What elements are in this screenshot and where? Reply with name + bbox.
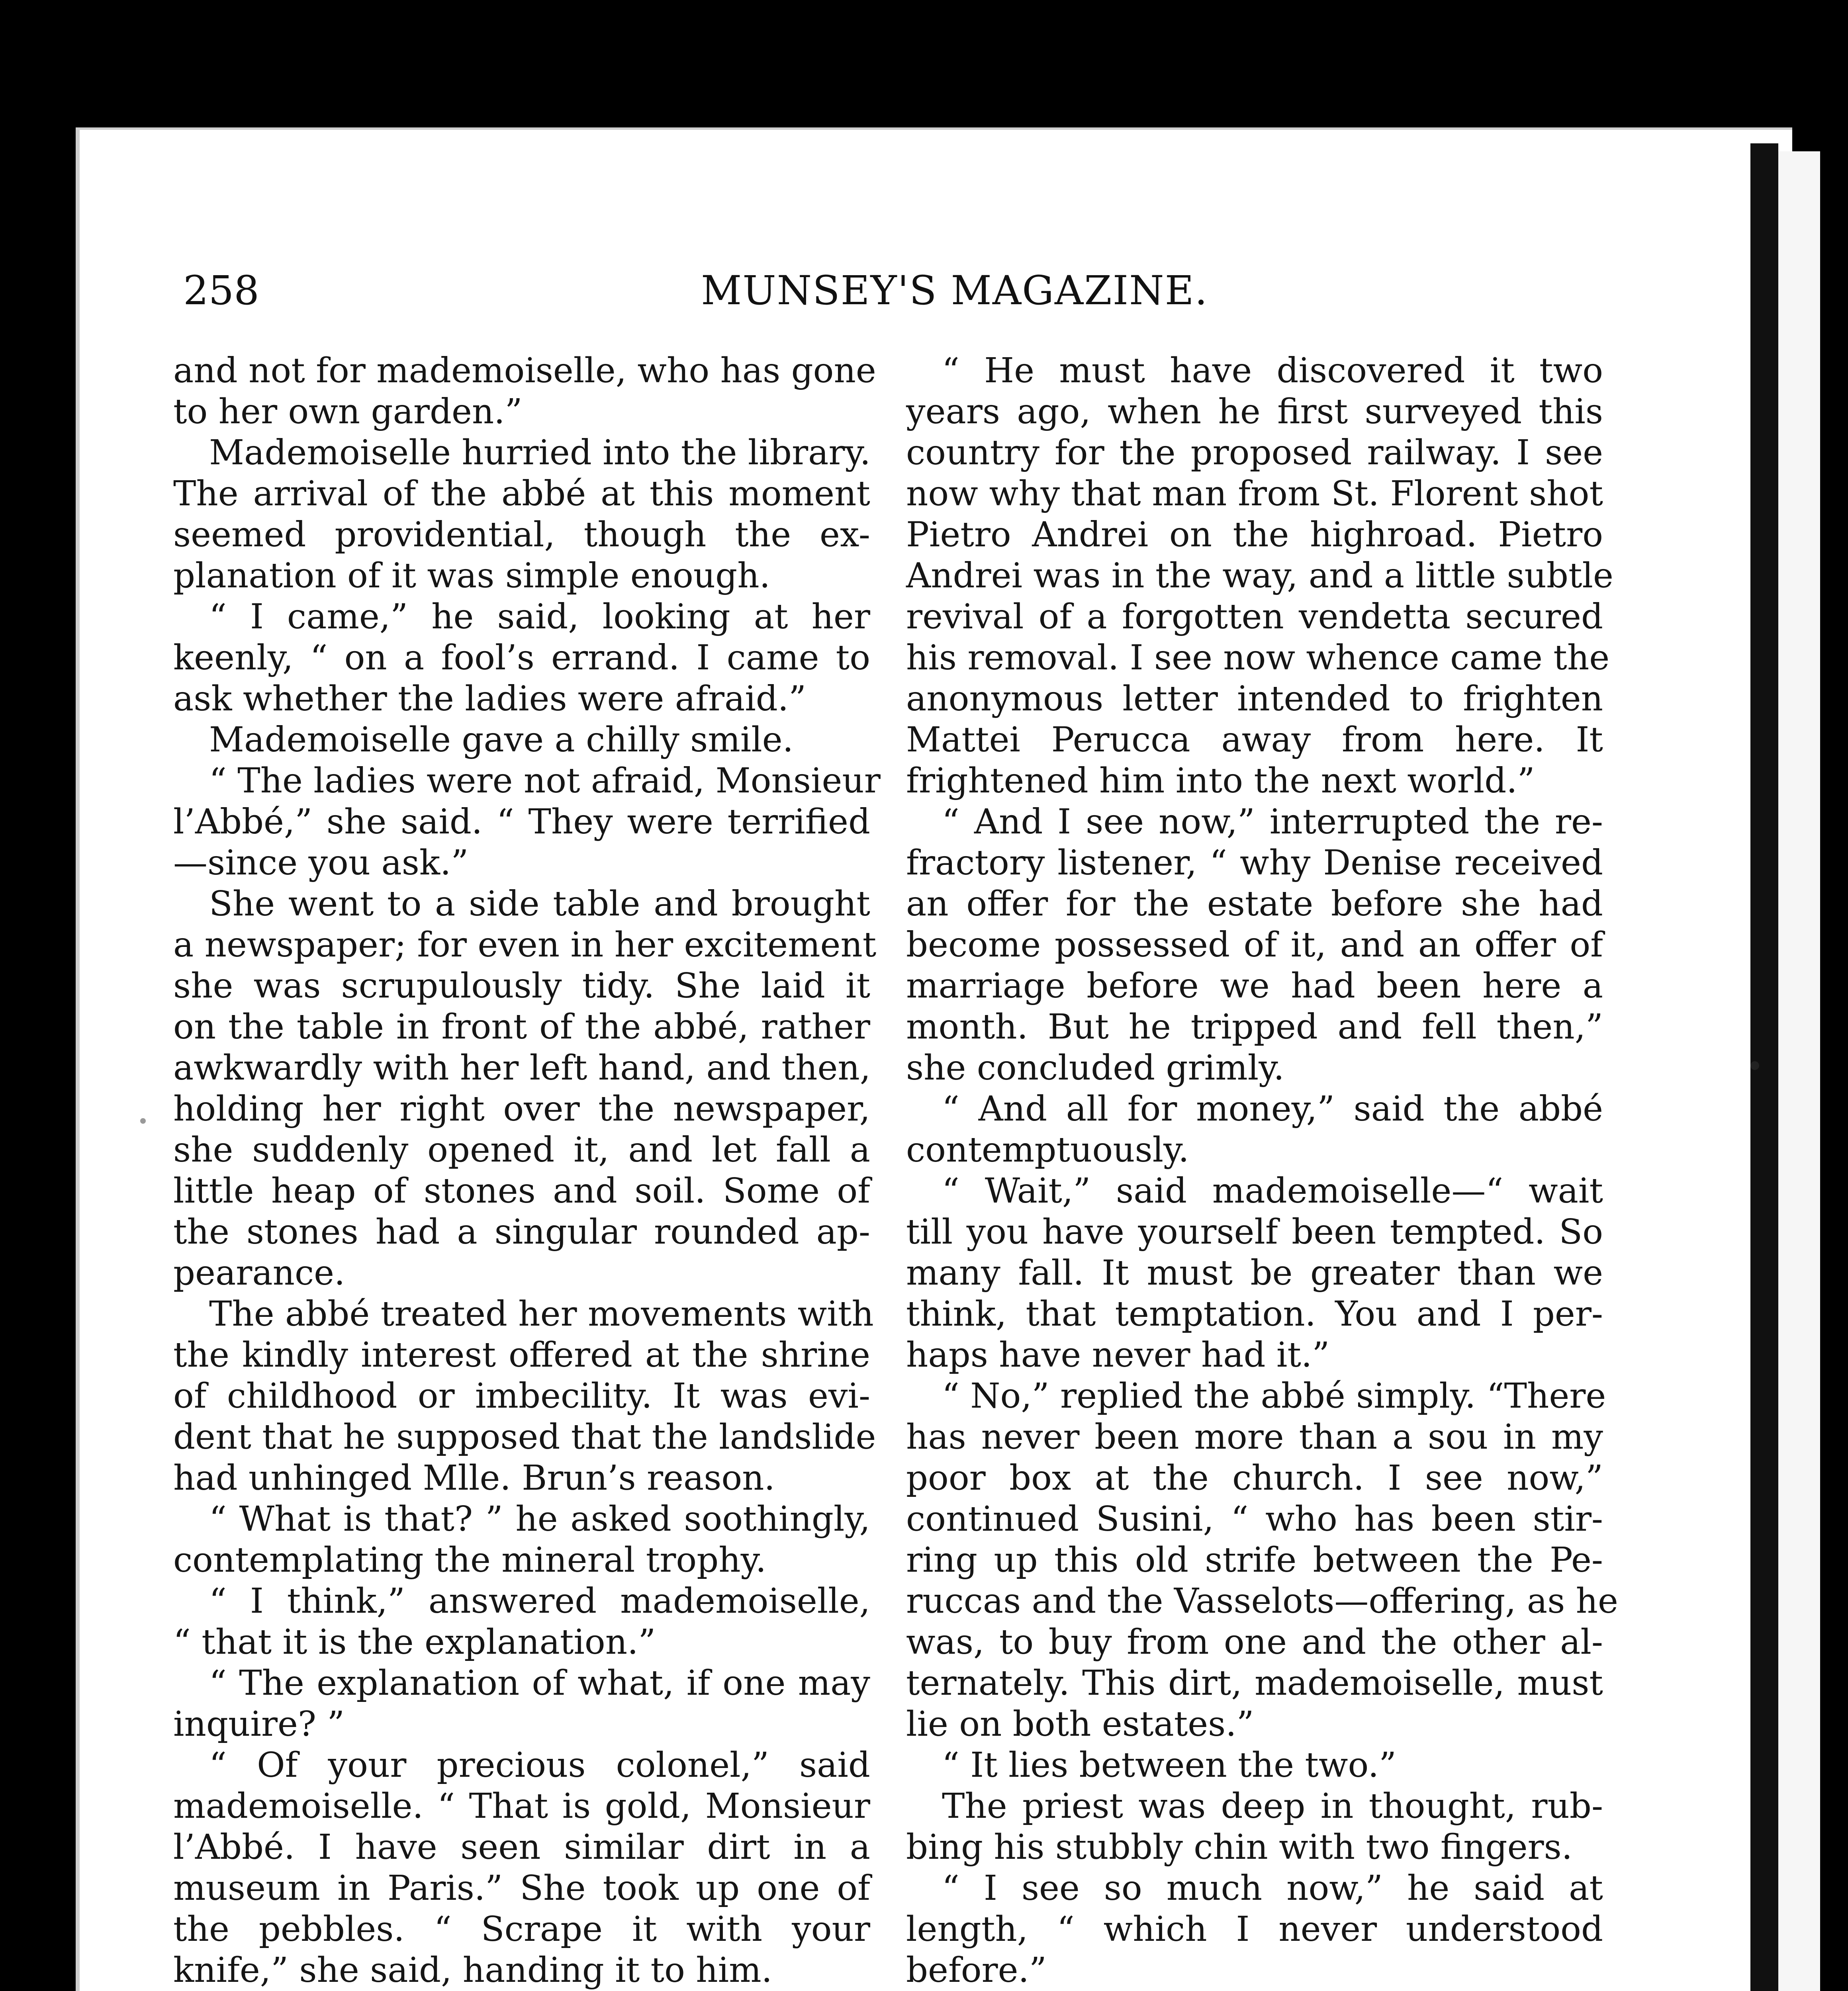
text-line: pearance. bbox=[173, 1253, 345, 1293]
text-line: “ The ladies were not afraid, Monsieur bbox=[209, 761, 881, 801]
text-line: “ And all for money,” said the abbé bbox=[942, 1089, 1603, 1129]
text-line: “ I see so much now,” he said at bbox=[942, 1868, 1603, 1908]
text-line: bing his stubbly chin with two fingers. bbox=[906, 1827, 1573, 1867]
text-line: the pebbles. “ Scrape it with your bbox=[173, 1909, 870, 1949]
text-line: continued Susini, “ who has been stir- bbox=[906, 1499, 1603, 1539]
text-line: she suddenly opened it, and let fall a bbox=[173, 1130, 870, 1170]
text-line: lie on both estates.” bbox=[906, 1704, 1254, 1744]
text-line: till you have yourself been tempted. So bbox=[906, 1212, 1603, 1252]
page-number: 258 bbox=[183, 267, 259, 314]
text-line: ternately. This dirt, mademoiselle, must bbox=[906, 1663, 1603, 1703]
text-line: l’Abbé,” she said. “ They were terrified bbox=[173, 802, 870, 842]
text-line: The priest was deep in thought, rub- bbox=[942, 1786, 1603, 1826]
text-line: keenly, “ on a fool’s errand. I came to bbox=[173, 638, 870, 678]
text-line: poor box at the church. I see now,” bbox=[906, 1458, 1603, 1498]
text-line: she was scrupulously tidy. She laid it bbox=[173, 966, 870, 1006]
text-line: on the table in front of the abbé, rather bbox=[173, 1007, 870, 1047]
text-line: mademoiselle. “ That is gold, Monsieur bbox=[173, 1786, 870, 1826]
text-line: has never been more than a sou in my bbox=[906, 1417, 1603, 1457]
text-line: “ I think,” answered mademoiselle, bbox=[209, 1581, 870, 1621]
text-line: awkwardly with her left hand, and then, bbox=[173, 1048, 871, 1088]
text-line: seemed providential, though the ex- bbox=[173, 515, 870, 555]
running-head bbox=[183, 263, 1744, 319]
text-line: museum in Paris.” She took up one of bbox=[173, 1868, 870, 1908]
text-line: years ago, when he first surveyed this bbox=[906, 392, 1603, 432]
text-line: fractory listener, “ why Denise received bbox=[906, 843, 1603, 883]
text-line: a newspaper; for even in her excitement bbox=[173, 925, 877, 965]
text-line: marriage before we had been here a bbox=[906, 966, 1603, 1006]
text-line: many fall. It must be greater than we bbox=[906, 1253, 1603, 1293]
text-line: of childhood or imbecility. It was evi- bbox=[173, 1376, 870, 1416]
text-line: contemptuously. bbox=[906, 1130, 1189, 1170]
text-line: The abbé treated her movements with bbox=[209, 1294, 874, 1334]
text-line: become possessed of it, and an offer of bbox=[906, 925, 1603, 965]
text-column-right bbox=[906, 350, 1618, 1991]
text-line: planation of it was simple enough. bbox=[173, 556, 770, 596]
text-line: contemplating the mineral trophy. bbox=[173, 1540, 767, 1580]
print-speck bbox=[140, 1118, 146, 1124]
text-line: holding her right over the newspaper, bbox=[173, 1089, 870, 1129]
text-line: dent that he supposed that the landslide bbox=[173, 1417, 876, 1457]
text-line: his removal. I see now whence came the bbox=[906, 638, 1610, 678]
print-speck bbox=[1750, 1061, 1759, 1070]
text-line: now why that man from St. Florent shot bbox=[906, 474, 1603, 514]
text-line: to her own garden.” bbox=[173, 392, 523, 432]
text-line: before.” bbox=[906, 1950, 1047, 1990]
text-line: Pietro Andrei on the highroad. Pietro bbox=[906, 515, 1603, 555]
text-line: the stones had a singular rounded ap- bbox=[173, 1212, 870, 1252]
text-line: ring up this old strife between the Pe- bbox=[906, 1540, 1603, 1580]
text-line: l’Abbé. I have seen similar dirt in a bbox=[173, 1827, 870, 1867]
text-line: inquire? ” bbox=[173, 1704, 345, 1744]
text-line: and not for mademoiselle, who has gone bbox=[173, 351, 876, 391]
text-line: The arrival of the abbé at this moment bbox=[173, 474, 870, 514]
text-line: revival of a forgotten vendetta secured bbox=[906, 597, 1603, 637]
text-line: ruccas and the Vasselots—offering, as he bbox=[906, 1581, 1618, 1621]
text-line: ask whether the ladies were afraid.” bbox=[173, 679, 807, 719]
text-line: an offer for the estate before she had bbox=[906, 884, 1603, 924]
text-line: had unhinged Mlle. Brun’s reason. bbox=[173, 1458, 775, 1498]
text-line: was, to buy from one and the other al- bbox=[906, 1622, 1603, 1662]
text-line: “ I came,” he said, looking at her bbox=[209, 597, 870, 637]
text-line: “ No,” replied the abbé simply. “There bbox=[942, 1376, 1606, 1416]
text-line: Mademoiselle hurried into the library. bbox=[209, 433, 871, 473]
text-line: little heap of stones and soil. Some of bbox=[173, 1171, 870, 1211]
text-line: think, that temptation. You and I per- bbox=[906, 1294, 1603, 1334]
text-line: “ It lies between the two.” bbox=[942, 1745, 1397, 1785]
text-line: length, “ which I never understood bbox=[906, 1909, 1603, 1949]
text-line: country for the proposed railway. I see bbox=[906, 433, 1603, 473]
text-line: Andrei was in the way, and a little subtle bbox=[906, 556, 1613, 596]
text-line: Mademoiselle gave a chilly smile. bbox=[209, 720, 794, 760]
text-line: “ The explanation of what, if one may bbox=[209, 1663, 870, 1703]
text-column-left bbox=[173, 350, 881, 1991]
text-line: “ He must have discovered it two bbox=[942, 351, 1603, 391]
text-line: She went to a side table and brought bbox=[209, 884, 870, 924]
text-line: “ Of your precious colonel,” said bbox=[209, 1745, 870, 1785]
text-line: the kindly interest offered at the shrine bbox=[173, 1335, 870, 1375]
text-line: knife,” she said, handing it to him. bbox=[173, 1950, 772, 1990]
text-line: Mattei Perucca away from here. It bbox=[906, 720, 1603, 760]
text-line: —since you ask.” bbox=[173, 843, 469, 883]
magazine-title: MUNSEY'S MAGAZINE. bbox=[701, 267, 1208, 314]
text-line: month. But he tripped and fell then,” bbox=[906, 1007, 1603, 1047]
text-line: haps have never had it.” bbox=[906, 1335, 1330, 1375]
text-line: “ that it is the explanation.” bbox=[173, 1622, 656, 1662]
text-line: frightened him into the next world.” bbox=[906, 761, 1535, 801]
text-line: “ And I see now,” interrupted the re- bbox=[942, 802, 1603, 842]
text-line: she concluded grimly. bbox=[906, 1048, 1284, 1088]
text-line: “ Wait,” said mademoiselle—“ wait bbox=[942, 1171, 1603, 1211]
text-line: anonymous letter intended to frighten bbox=[906, 679, 1603, 719]
text-line: “ What is that? ” he asked soothingly, bbox=[209, 1499, 870, 1539]
